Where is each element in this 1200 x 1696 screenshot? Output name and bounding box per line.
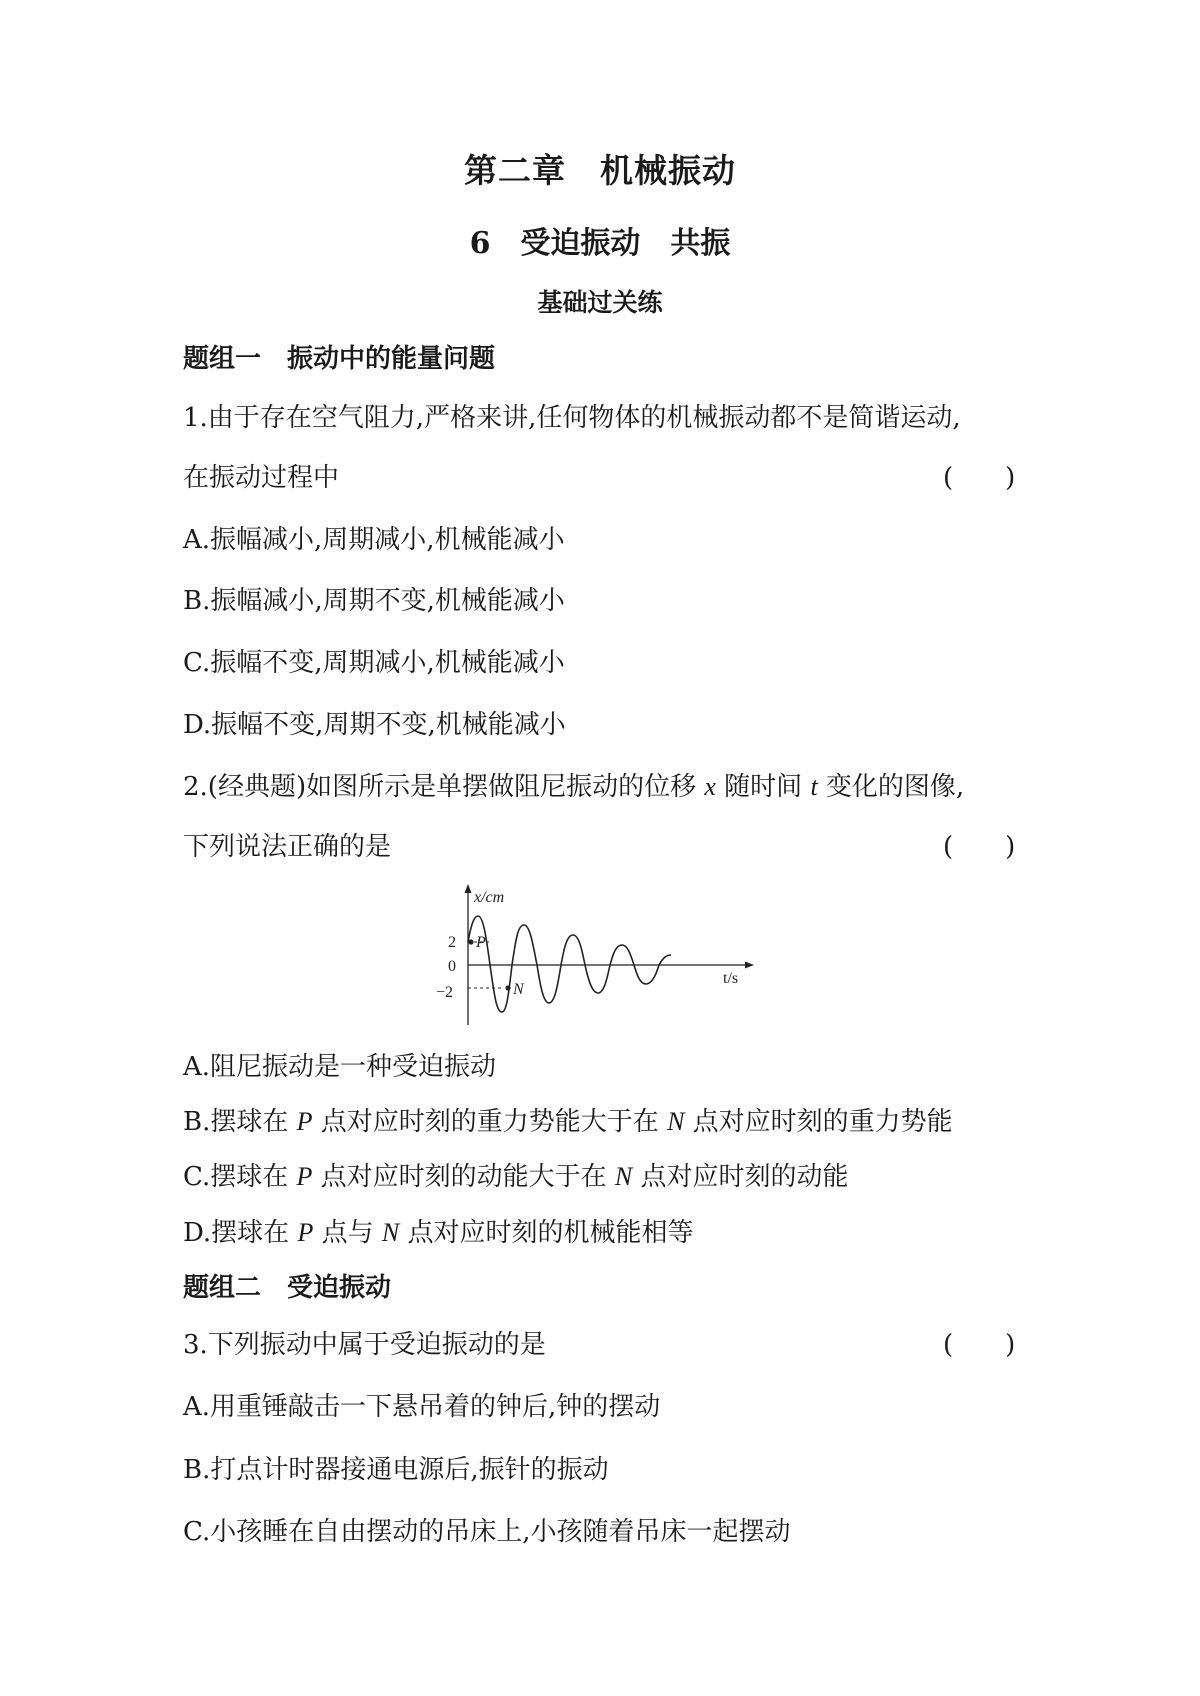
q3-option-b: B.打点计时器接通电源后,振针的振动 xyxy=(183,1455,609,1485)
y-axis-arrow xyxy=(465,884,472,893)
q3-option-c: C.小孩睡在自由摆动的吊床上,小孩随着吊床一起摆动 xyxy=(183,1517,791,1547)
q1-option-a: A.振幅减小,周期减小,机械能减小 xyxy=(183,525,565,555)
q1-option-b: B.振幅减小,周期不变,机械能减小 xyxy=(183,586,565,616)
x-axis-label: t/s xyxy=(723,970,739,987)
q2-option-d: D.摆球在 P 点与 N 点对应时刻的机械能相等 xyxy=(183,1218,694,1248)
point-p-marker xyxy=(468,939,473,944)
q2-option-a: A.阻尼振动是一种受迫振动 xyxy=(183,1052,497,1082)
damped-curve xyxy=(468,916,671,1012)
subsection-title: 基础过关练 xyxy=(537,288,663,317)
q2-answer-paren: ( ) xyxy=(943,832,1016,862)
tick-2: 2 xyxy=(448,934,456,951)
var-t: t xyxy=(810,772,818,801)
point-p-label: P xyxy=(476,934,486,951)
q3-answer-paren: ( ) xyxy=(943,1330,1016,1360)
y-axis-label: x/cm xyxy=(474,889,505,906)
group1-heading: 题组一 振动中的能量问题 xyxy=(183,344,496,374)
damped-oscillation-figure xyxy=(430,880,760,1030)
x-axis-arrow xyxy=(745,962,754,969)
q1-line1: 1.由于存在空气阻力,严格来讲,任何物体的机械振动都不是简谐运动, xyxy=(183,403,961,433)
point-n-label: N xyxy=(513,981,524,998)
q2-line1: 2.(经典题)如图所示是单摆做阻尼振动的位移 x 随时间 t 变化的图像, xyxy=(183,772,965,802)
tick-0: 0 xyxy=(448,958,456,975)
q2-option-b: B.摆球在 P 点对应时刻的重力势能大于在 N 点对应时刻的重力势能 xyxy=(183,1107,953,1137)
q2-line2: 下列说法正确的是 xyxy=(183,832,392,862)
q1-line2: 在振动过程中 xyxy=(183,463,340,493)
section-title: 6 受迫振动 共振 xyxy=(469,226,731,261)
point-n-marker xyxy=(505,985,510,990)
chapter-title: 第二章 机械振动 xyxy=(464,151,736,190)
q1-option-c: C.振幅不变,周期减小,机械能减小 xyxy=(183,648,565,678)
q2-option-c: C.摆球在 P 点对应时刻的动能大于在 N 点对应时刻的动能 xyxy=(183,1162,849,1192)
tick-neg-2: −2 xyxy=(436,984,454,1001)
q1-option-d: D.振幅不变,周期不变,机械能减小 xyxy=(183,710,566,740)
q3-option-a: A.用重锤敲击一下悬吊着的钟后,钟的摆动 xyxy=(183,1392,661,1422)
group2-heading: 题组二 受迫振动 xyxy=(183,1273,392,1303)
q1-answer-paren: ( ) xyxy=(943,463,1016,493)
q3-line1: 3.下列振动中属于受迫振动的是 xyxy=(183,1330,546,1360)
var-x: x xyxy=(704,772,716,801)
